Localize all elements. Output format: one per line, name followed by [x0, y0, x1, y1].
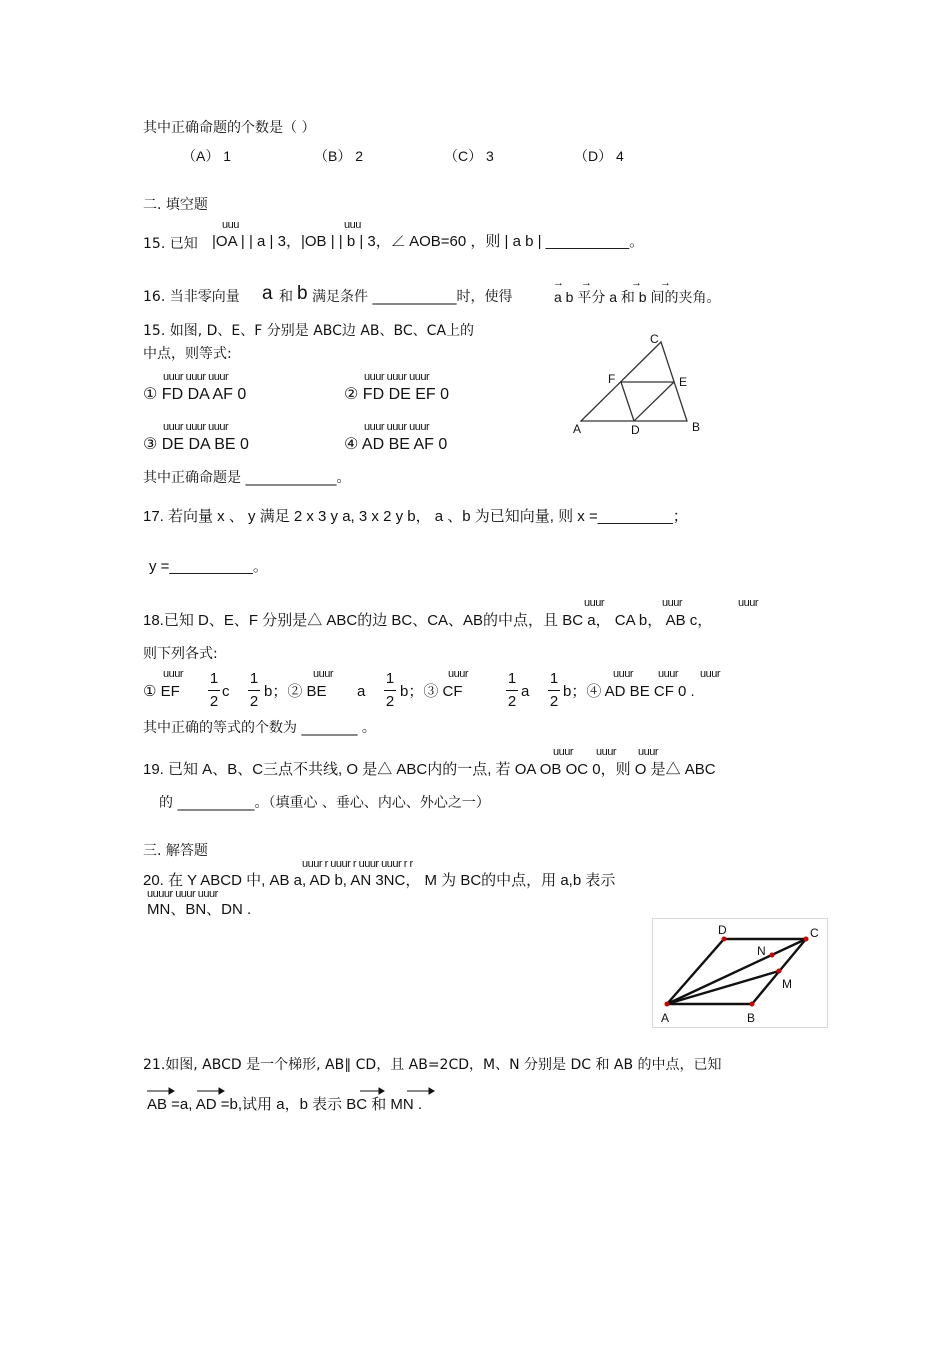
question-line: 21.如图, ABCD 是一个梯形, AB∥ CD，且 AB=2CD，M、N 分别是 DC 和 AB 的中点，已知	[143, 1057, 722, 1073]
triangle-figure	[565, 328, 715, 440]
vector-overline: uuur uuur uuur	[163, 421, 229, 433]
label-m: M	[782, 977, 792, 991]
vector-overline: uuur	[658, 668, 679, 680]
label-f: F	[608, 372, 616, 386]
label-d: D	[631, 423, 640, 437]
vector-overline: uuur	[448, 668, 469, 680]
label-d: D	[718, 923, 727, 937]
question-body: |OA | | a | 3，|OB | | b | 3，∠ AOB=60 ，则 | a b | __________。	[212, 233, 645, 250]
question-line: 中点，则等式:	[143, 346, 232, 362]
vector-overline: uuur	[738, 597, 759, 609]
arrow-icon: →	[631, 277, 642, 289]
arrow-icon: →	[660, 277, 671, 289]
arrow-icon: →	[553, 277, 564, 289]
vector-overline: uuur	[313, 668, 334, 680]
question-stem: 其中正确命题的个数是（ ）	[143, 120, 316, 136]
item-3: b；③ CF	[400, 683, 463, 700]
option-a: （A） 1	[182, 148, 232, 164]
question-body: a b 平分 a 和 b 间的夹角。	[554, 289, 721, 305]
fraction-numerator: 1	[385, 670, 395, 687]
vector-b: b	[297, 283, 308, 304]
question-line: y =__________。	[149, 558, 268, 575]
vector-a: a	[262, 283, 273, 304]
label-b: B	[692, 420, 701, 434]
label-c: C	[650, 332, 659, 346]
question-line: 15. 如图, D、E、F 分别是 ABC边 AB、BC、CA上的	[143, 323, 475, 339]
term: a	[357, 683, 366, 700]
fraction-numerator: 1	[249, 670, 259, 687]
question-number: 15. 已知	[143, 236, 198, 252]
vector-overline: uuur	[596, 746, 617, 758]
label-a: A	[573, 422, 582, 436]
answer-line: 其中正确的等式的个数为 ________ 。	[143, 720, 376, 736]
equation-3: ③ DE DA BE 0	[143, 436, 249, 453]
vector-overline: uuur	[613, 668, 634, 680]
label-n: N	[757, 944, 766, 958]
vector-overline: uuur	[163, 668, 184, 680]
fraction-bar	[384, 690, 396, 691]
vector-overline: uuu	[222, 219, 239, 231]
vector-arrows	[145, 1086, 445, 1096]
option-c: （C） 3	[444, 148, 494, 164]
fraction-numerator: 1	[549, 670, 559, 687]
label-e: E	[679, 375, 688, 389]
item-1: ① EF	[143, 683, 180, 700]
question-line: 的 ___________。（填重心 、垂心、内心、外心之一）	[159, 795, 490, 811]
fraction-numerator: 1	[209, 670, 219, 687]
equation-2: ② FD DE EF 0	[344, 386, 450, 403]
fraction-bar	[506, 690, 518, 691]
fraction-denominator: 2	[249, 693, 259, 710]
label-c: C	[810, 926, 819, 940]
vector-overline: uuur	[638, 746, 659, 758]
fraction-denominator: 2	[209, 693, 219, 710]
vector-overline: uuuur uuur uuur	[147, 888, 218, 900]
question-line: 17. 若向量 x 、 y 满足 2 x 3 y a, 3 x 2 y b， a 、b 为已知向量, 则 x =_________；	[143, 508, 688, 525]
vector-overline: uuur uuur uuur	[364, 371, 430, 383]
question-number: 16. 当非零向量	[143, 289, 240, 305]
section-heading: 二. 填空题	[143, 197, 208, 213]
section-heading: 三. 解答题	[143, 843, 208, 859]
fraction-bar	[208, 690, 220, 691]
arrow-icon: →	[581, 277, 592, 289]
vector-overline: uuur	[662, 597, 683, 609]
question-line: 18.已知 D、E、F 分别是△ ABC的边 BC、CA、AB的中点，且 BC a， CA b， AB c，	[143, 612, 713, 629]
fraction-bar	[248, 690, 260, 691]
label-b: B	[747, 1011, 756, 1025]
question-line: AB =a, AD =b,试用 a，b 表示 BC 和 MN .	[147, 1096, 423, 1113]
text: 和	[279, 289, 293, 305]
vector-overline: uuu	[344, 219, 361, 231]
vector-overline: uuur uuur uuur	[364, 421, 430, 433]
label-a: A	[661, 1011, 670, 1025]
term: c	[222, 683, 230, 700]
vector-overline: uuur	[700, 668, 721, 680]
option-b: （B） 2	[314, 148, 364, 164]
term: a	[521, 683, 530, 700]
question-line: MN、BN、DN .	[147, 901, 252, 918]
equation-1: ① FD DA AF 0	[143, 386, 247, 403]
text: 满足条件 ____________时，使得	[312, 289, 513, 305]
vector-overline: uuur	[584, 597, 605, 609]
fraction-bar	[548, 690, 560, 691]
item-4: b；④ AD BE CF 0 .	[563, 683, 695, 700]
vector-overline: uuur r uuur r uuur uuur r r	[302, 858, 413, 870]
parallelogram-figure	[652, 918, 828, 1028]
question-line: 19. 已知 A、B、C三点不共线, O 是△ ABC内的一点, 若 OA OB OC 0，则 O 是△ ABC	[143, 761, 716, 778]
answer-line: 其中正确命题是 _____________。	[143, 470, 351, 486]
question-line: 20. 在 Y ABCD 中, AB a, AD b, AN 3NC， M 为 BC的中点，用 a,b 表示	[143, 872, 616, 889]
question-line: 则下列各式:	[143, 646, 218, 662]
vector-overline: uuur	[553, 746, 574, 758]
fraction-denominator: 2	[549, 693, 559, 710]
item-2: b；② BE	[264, 683, 327, 700]
fraction-denominator: 2	[385, 693, 395, 710]
option-d: （D） 4	[574, 148, 624, 164]
vector-overline: uuur uuur uuur	[163, 371, 229, 383]
fraction-denominator: 2	[507, 693, 517, 710]
equation-4: ④ AD BE AF 0	[344, 436, 448, 453]
fraction-numerator: 1	[507, 670, 517, 687]
